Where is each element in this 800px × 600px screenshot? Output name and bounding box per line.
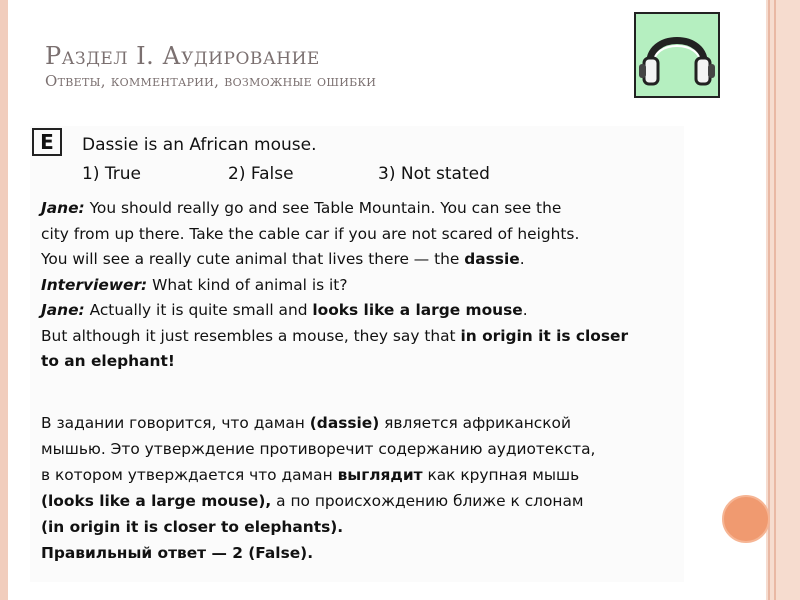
commentary-line <box>41 489 584 514</box>
transcript-line <box>41 196 561 220</box>
left-border <box>0 0 8 600</box>
option-true: 1) True <box>82 164 141 184</box>
commentary-line-segment: (dassie) <box>309 414 380 432</box>
transcript-line-segment: But although it just resembles a mouse, they say that <box>41 326 461 345</box>
commentary-line <box>41 411 571 436</box>
transcript-line <box>41 222 579 246</box>
transcript-line <box>41 298 528 322</box>
commentary-line <box>41 515 343 540</box>
slide-subtitle: Ответы, комментарии, возможные ошибки <box>45 72 377 90</box>
transcript-line-segment: Jane: <box>41 301 85 319</box>
right-border-line-2 <box>774 0 776 600</box>
commentary-line-segment: а по происхождению ближе к слонам <box>271 492 584 510</box>
task-letter: E <box>32 128 62 156</box>
transcript-line-segment: Actually it is quite small and <box>84 301 313 319</box>
transcript-line-segment: in origin it is closer <box>460 326 629 345</box>
transcript-line-segment: You should really go and see Table Mountain. You can see the <box>84 199 562 217</box>
transcript-line-segment: looks like a large mouse <box>312 301 523 319</box>
option-false: 2) False <box>228 164 294 184</box>
slide-title-block <box>45 42 605 90</box>
transcript-line-segment: Jane: <box>41 199 85 217</box>
commentary-line <box>41 463 579 488</box>
transcript-line-segment: You will see a really cute animal that lives there — the <box>41 250 465 268</box>
transcript-line-segment: . <box>522 301 528 319</box>
commentary-line-segment: (looks like a large mouse), <box>41 492 272 510</box>
transcript-line <box>41 247 525 271</box>
commentary-line-segment: В задании говорится, что даман <box>41 414 310 432</box>
commentary-line-segment: как крупная мышь <box>422 466 580 484</box>
decorative-circle <box>722 495 770 543</box>
transcript-line <box>41 273 348 297</box>
transcript-line-segment: dassie <box>464 250 520 268</box>
commentary-line-segment: Правильный ответ — 2 (False). <box>41 544 314 562</box>
commentary-line-segment: мышью. Это утверждение противоречит содержанию аудиотекста, <box>41 440 596 458</box>
task-statement: Dassie is an African mouse. <box>82 135 317 155</box>
commentary-line <box>41 541 313 566</box>
transcript-line-segment: Interviewer: <box>41 275 148 294</box>
option-not-stated: 3) Not stated <box>378 164 490 184</box>
transcript-line-segment: to an elephant! <box>41 352 175 370</box>
slide-title: Раздел I. Аудирование <box>45 42 320 70</box>
commentary-line-segment: является африканской <box>379 414 571 432</box>
transcript-line <box>41 324 628 348</box>
commentary-line <box>41 437 595 462</box>
commentary-line-segment: (in origin it is closer to elephants). <box>41 518 344 536</box>
commentary-line-segment: выглядит <box>337 466 423 484</box>
transcript-line-segment: What kind of animal is it? <box>147 275 348 294</box>
transcript-line-segment: . <box>519 250 525 268</box>
right-border <box>766 0 800 600</box>
headphones-icon <box>634 12 720 98</box>
transcript-line-segment: city from up there. Take the cable car if you are not scared of heights. <box>41 224 580 243</box>
commentary-line-segment: в котором утверждается что даман <box>41 466 338 484</box>
transcript-line <box>41 349 175 373</box>
